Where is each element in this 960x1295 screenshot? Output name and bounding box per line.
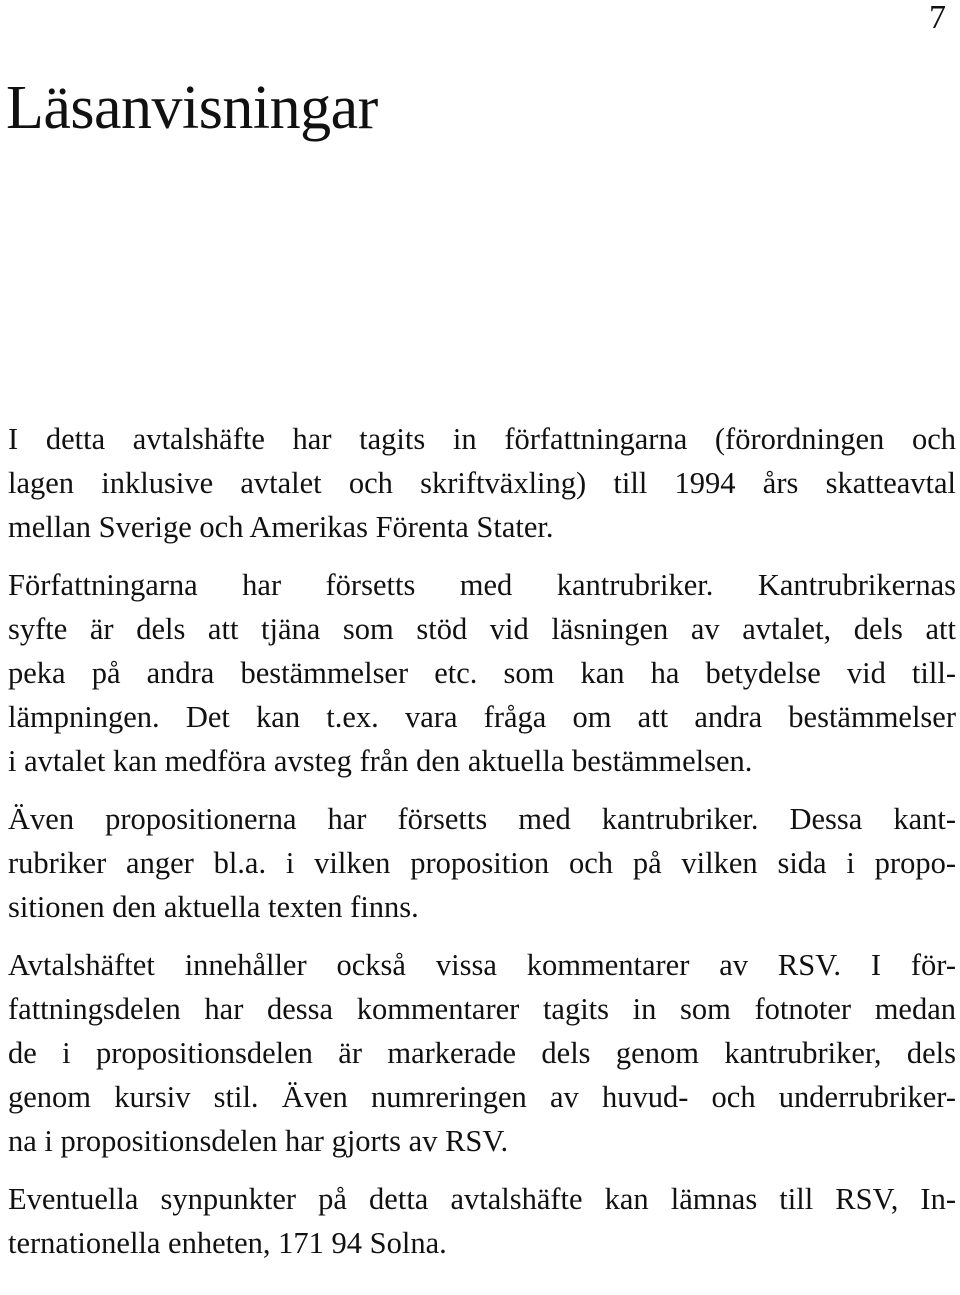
text-line: fattningsdelen har dessa kommentarer tagits in som fotnoter medan [8, 992, 956, 1026]
paragraph-propositioner [8, 797, 956, 929]
text-line: Författningarna har försetts med kantrubriker. Kantrubrikernas [8, 568, 956, 602]
paragraph-synpunkter [8, 1177, 956, 1265]
text-line: lämpningen. Det kan t.ex. vara fråga om att andra bestämmelser [8, 700, 956, 734]
text-line: mellan Sverige och Amerikas Förenta Stater. [8, 510, 554, 544]
text-line: peka på andra bestämmelser etc. som kan ha betydelse vid till- [8, 656, 956, 690]
paragraph-kantrubriker [8, 563, 956, 783]
page-number: 7 [929, 0, 946, 36]
text-line: ternationella enheten, 171 94 Solna. [8, 1226, 447, 1260]
text-line: i avtalet kan medföra avsteg från den aktuella bestämmelsen. [8, 744, 753, 778]
text-line: Avtalshäftet innehåller också vissa kommentarer av RSV. I för- [8, 948, 956, 982]
page-title: Läsanvisningar [6, 74, 378, 142]
body-text [8, 417, 956, 1279]
text-line: Även propositionerna har försetts med kantrubriker. Dessa kant- [8, 802, 956, 836]
text-line: rubriker anger bl.a. i vilken proposition och på vilken sida i propo- [8, 846, 956, 880]
paragraph-intro [8, 417, 956, 549]
paragraph-kommentarer [8, 943, 956, 1163]
text-line: syfte är dels att tjäna som stöd vid läsningen av avtalet, dels att [8, 612, 956, 646]
text-line: genom kursiv stil. Även numreringen av huvud- och underrubriker- [8, 1080, 956, 1114]
text-line: I detta avtalshäfte har tagits in författningarna (förordningen och [8, 422, 956, 456]
text-line: sitionen den aktuella texten finns. [8, 890, 419, 924]
text-line: lagen inklusive avtalet och skriftväxling) till 1994 års skatteavtal [8, 466, 956, 500]
text-line: Eventuella synpunkter på detta avtalshäfte kan lämnas till RSV, In- [8, 1182, 956, 1216]
text-line: na i propositionsdelen har gjorts av RSV. [8, 1124, 509, 1158]
text-line: de i propositionsdelen är markerade dels genom kantrubriker, dels [8, 1036, 956, 1070]
